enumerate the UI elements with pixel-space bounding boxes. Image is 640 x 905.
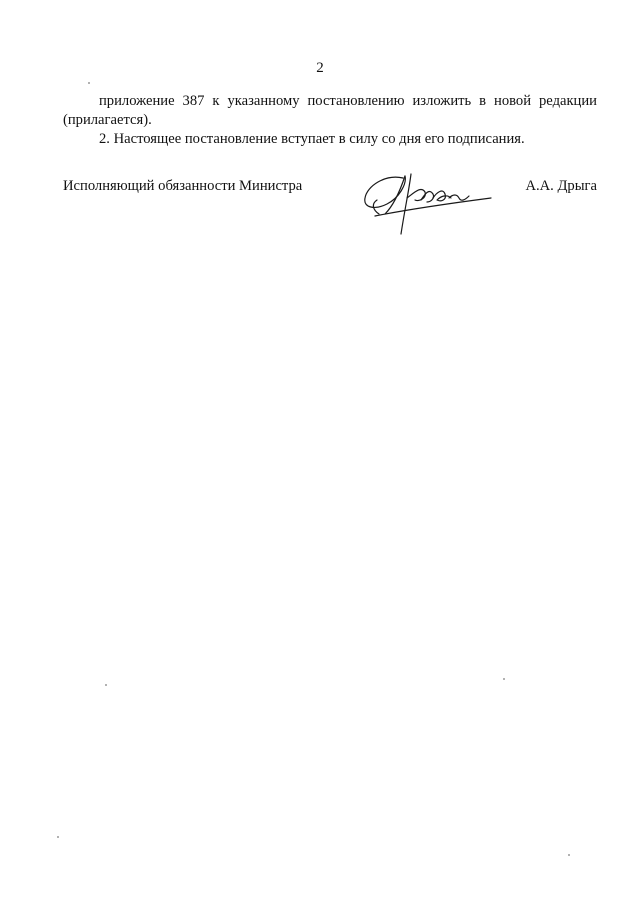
signature-block: [63, 170, 597, 240]
scan-speck: [503, 678, 505, 680]
paragraph-effective-date: 2. Настоящее постановление вступает в силу со дня его подписания.: [99, 131, 525, 147]
paragraph-appendix: приложение 387 к указанному постановлению изложить в новой редакции (прилагается).: [63, 93, 597, 128]
scan-speck: [568, 854, 570, 856]
body-text: [63, 92, 597, 149]
scan-speck: [105, 684, 107, 686]
page-number: 2: [316, 60, 324, 76]
signer-title: Исполняющий обязанности Министра: [63, 178, 303, 194]
scan-speck: [88, 82, 90, 84]
signer-name: А.А. Дрыга: [525, 178, 597, 194]
handwritten-signature: [355, 164, 495, 236]
scan-speck: [57, 836, 59, 838]
